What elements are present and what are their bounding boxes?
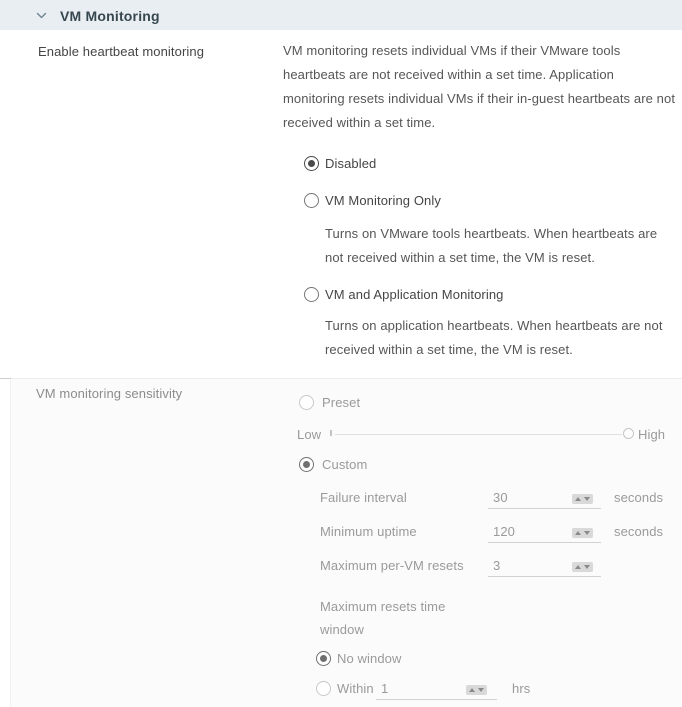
failure-interval-input[interactable] xyxy=(488,489,601,509)
within-hours-stepper-icon[interactable] xyxy=(466,685,487,695)
radio-vm-monitoring-only-label[interactable]: VM Monitoring Only xyxy=(325,193,441,208)
max-per-vm-resets-input[interactable] xyxy=(488,557,601,577)
sensitivity-slider-thumb[interactable] xyxy=(623,428,634,439)
within-hours-value: 1 xyxy=(381,681,389,696)
max-per-vm-resets-stepper-icon[interactable] xyxy=(572,562,593,572)
failure-interval-value: 30 xyxy=(493,490,508,505)
slider-high-label: High xyxy=(638,427,666,442)
radio-vm-and-application-monitoring[interactable] xyxy=(304,287,319,302)
radio-disabled[interactable] xyxy=(304,156,319,171)
radio-no-window-label[interactable]: No window xyxy=(337,651,402,666)
minimum-uptime-unit: seconds xyxy=(614,524,664,539)
within-hours-unit: hrs xyxy=(512,681,531,696)
radio-custom[interactable] xyxy=(299,457,314,472)
radio-within-label[interactable]: Within xyxy=(337,681,374,696)
radio-no-window[interactable] xyxy=(316,651,331,666)
accordion-title: VM Monitoring xyxy=(60,8,160,24)
failure-interval-label: Failure interval xyxy=(320,490,407,505)
section-divider-tick xyxy=(0,378,11,379)
heartbeat-monitoring-description: VM monitoring resets individual VMs if their VMware tools heartbeats are not received within a set time. Application monitoring resets individual VMs if their in-guest heartbeats are not received within a set time. xyxy=(283,43,676,130)
chevron-down-icon xyxy=(35,9,48,22)
radio-vm-and-application-monitoring-label[interactable]: VM and Application Monitoring xyxy=(325,287,504,302)
max-per-vm-resets-value: 3 xyxy=(493,558,501,573)
radio-preset-label[interactable]: Preset xyxy=(322,395,361,410)
failure-interval-stepper-icon[interactable] xyxy=(572,494,593,504)
minimum-uptime-input[interactable] xyxy=(488,523,601,543)
vm-monitoring-sensitivity-label: VM monitoring sensitivity xyxy=(36,386,183,401)
max-resets-time-window-label: Maximum resets time window xyxy=(320,599,446,637)
within-hours-input[interactable] xyxy=(376,680,497,700)
radio-preset[interactable] xyxy=(299,395,314,410)
vm-monitoring-only-description: Turns on VMware tools heartbeats. When heartbeats are not received within a set time, the VM is reset. xyxy=(325,226,658,265)
slider-low-label: Low xyxy=(297,427,322,442)
slider-tick xyxy=(330,430,332,436)
max-per-vm-resets-label: Maximum per-VM resets xyxy=(320,558,464,573)
radio-within[interactable] xyxy=(316,681,331,696)
heartbeat-monitoring-label: Enable heartbeat monitoring xyxy=(38,44,205,59)
vm-and-application-monitoring-description: Turns on application heartbeats. When heartbeats are not received within a set time, the VM is reset. xyxy=(325,318,663,357)
minimum-uptime-value: 120 xyxy=(493,524,515,539)
section-divider xyxy=(0,378,682,379)
radio-vm-monitoring-only[interactable] xyxy=(304,193,319,208)
sensitivity-slider-track[interactable] xyxy=(335,434,622,435)
accordion-header-vm-monitoring[interactable] xyxy=(0,0,682,30)
minimum-uptime-label: Minimum uptime xyxy=(320,524,417,539)
failure-interval-unit: seconds xyxy=(614,490,664,505)
radio-custom-label[interactable]: Custom xyxy=(322,457,368,472)
radio-disabled-label[interactable]: Disabled xyxy=(325,156,377,171)
minimum-uptime-stepper-icon[interactable] xyxy=(572,528,593,538)
